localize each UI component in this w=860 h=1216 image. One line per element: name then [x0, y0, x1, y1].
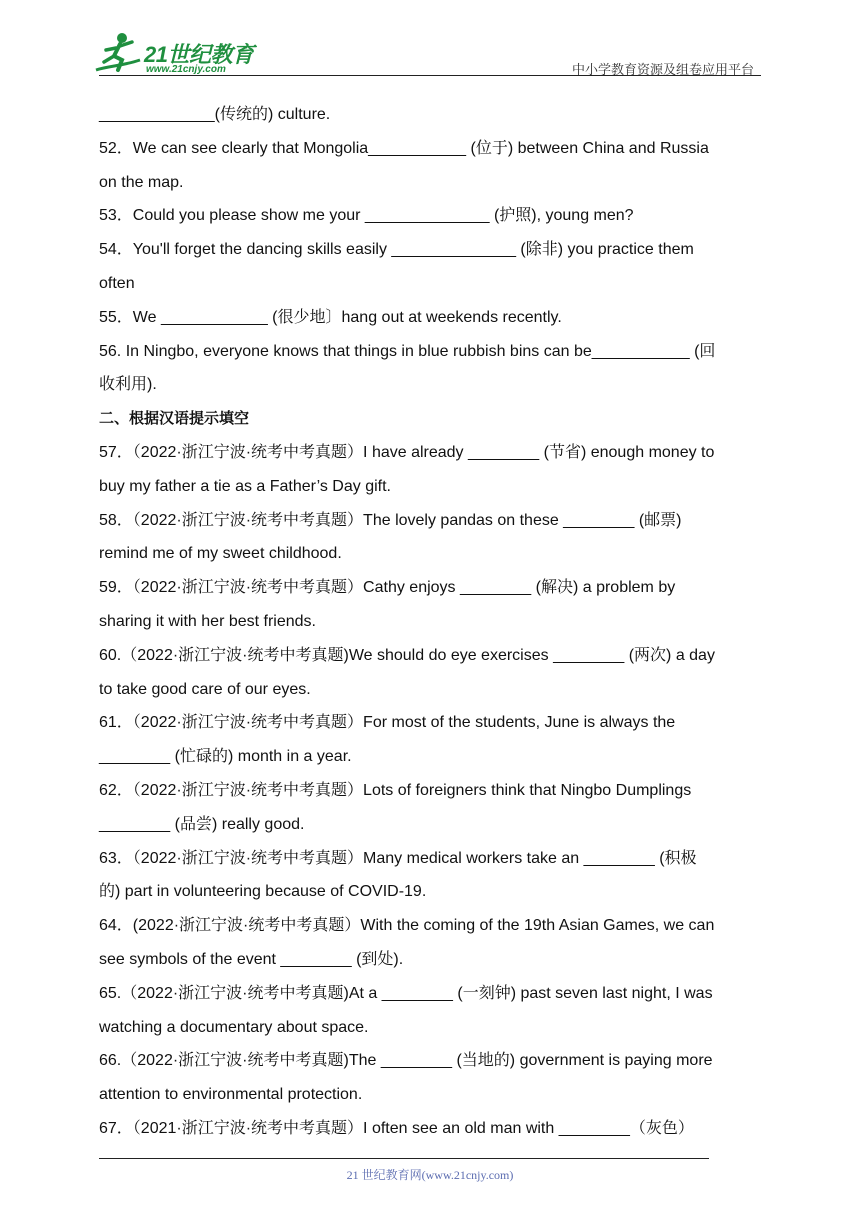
question-53: 53．Could you please show me your ______________ (护照), young men?	[99, 207, 634, 225]
text-line: ________ (品尝) really good.	[99, 815, 305, 833]
question-60: 60.（2022·浙江宁波·统考中考真题)We should do eye exercises ________ (两次) a day	[99, 646, 715, 664]
question-67: 67．（2021·浙江宁波·统考中考真题）I often see an old man with ________（灰色）	[99, 1119, 694, 1137]
header-divider	[99, 75, 761, 76]
runner-logo-icon	[92, 30, 144, 76]
text-line: ________ (忙碌的) month in a year.	[99, 748, 352, 766]
text-line: attention to environmental protection.	[99, 1086, 363, 1104]
question-61: 61．（2022·浙江宁波·统考中考真题）For most of the students, June is always the	[99, 714, 676, 732]
footer-divider	[99, 1158, 709, 1159]
question-55: 55．We ____________ (很少地〕hang out at weekends recently.	[99, 308, 562, 326]
text-line: to take good care of our eyes.	[99, 680, 311, 698]
question-66: 66.（2022·浙江宁波·统考中考真题)The ________ (当地的) government is paying more	[99, 1052, 713, 1070]
text-line: 收利用).	[99, 376, 157, 394]
text-line: _____________(传统的) culture.	[99, 106, 331, 123]
text-line: see symbols of the event ________ (到处).	[99, 950, 404, 968]
question-54: 54．You'll forget the dancing skills easily ______________ (除非) you practice them	[99, 241, 694, 259]
question-63: 63．（2022·浙江宁波·统考中考真题）Many medical workers take an ________ (积极	[99, 849, 697, 867]
question-65: 65.（2022·浙江宁波·统考中考真题)At a ________ (一刻钟) past seven last night, I was	[99, 984, 713, 1002]
exercise-content	[99, 98, 764, 1146]
question-57: 57．（2022·浙江宁波·统考中考真题）I have already ________ (节省) enough money to	[99, 443, 715, 461]
text-line: 的) part in volunteering because of COVID-19.	[99, 883, 427, 901]
text-line: on the map.	[99, 173, 184, 191]
question-64: 64．(2022·浙江宁波·统考中考真题）With the coming of the 19th Asian Games, we can	[99, 917, 715, 935]
question-59: 59．（2022·浙江宁波·统考中考真题）Cathy enjoys ________ (解决) a problem by	[99, 579, 676, 597]
page-header	[0, 0, 860, 80]
question-52: 52．We can see clearly that Mongolia___________ (位于) between China and Russia	[99, 139, 709, 157]
section-heading: 二、根据汉语提示填空	[99, 409, 250, 428]
question-62: 62．（2022·浙江宁波·统考中考真题）Lots of foreigners think that Ningbo Dumplings	[99, 781, 692, 799]
question-58: 58．（2022·浙江宁波·统考中考真题）The lovely pandas on these ________ (邮票)	[99, 511, 682, 529]
footer-text: 21 世纪教育网(www.21cnjy.com)	[346, 1168, 514, 1182]
text-line: sharing it with her best friends.	[99, 612, 316, 630]
text-line: remind me of my sweet childhood.	[99, 545, 342, 563]
site-logo	[92, 30, 262, 80]
logo-url: www.21cnjy.com	[146, 64, 226, 75]
text-line: watching a documentary about space.	[99, 1018, 369, 1036]
text-line: buy my father a tie as a Father’s Day gift.	[99, 477, 391, 495]
question-56: 56. In Ningbo, everyone knows that things in blue rubbish bins can be___________ (回	[99, 342, 716, 360]
text-line: often	[99, 274, 135, 292]
logo-text: 21世纪教育	[144, 42, 254, 67]
header-tagline: 中小学教育资源及组卷应用平台	[571, 63, 754, 78]
